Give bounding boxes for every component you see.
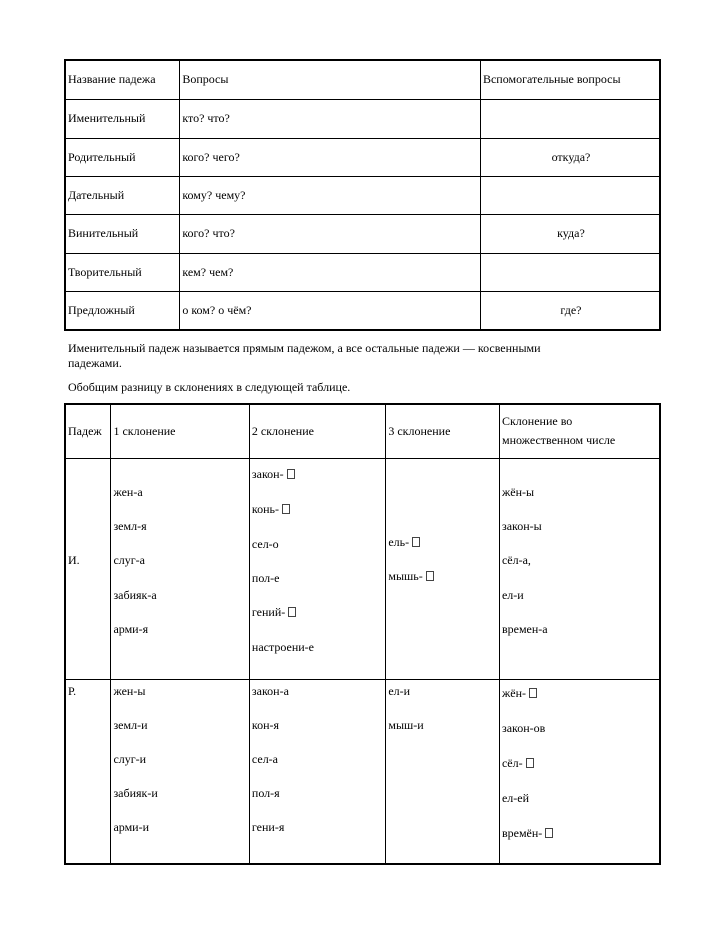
case-aux: откуда?: [480, 138, 660, 176]
word-form: слуг-и: [113, 751, 147, 766]
missing-glyph-icon: [529, 688, 537, 698]
cases-row: [65, 176, 660, 214]
word-form: закон-а: [251, 683, 289, 698]
word-form: мыш-и: [388, 717, 424, 732]
case-aux: [480, 176, 660, 214]
word-form: времён-: [501, 825, 543, 840]
case-name: Дательный: [65, 176, 180, 214]
case-aux: где?: [480, 291, 660, 330]
missing-glyph-icon: [288, 607, 296, 617]
declension-row-nominative: [65, 458, 660, 679]
missing-glyph-icon: [282, 504, 290, 514]
word-form-row: [388, 569, 433, 584]
header-case-name: Название падежа: [65, 60, 180, 99]
case-questions: кого? что?: [180, 214, 481, 253]
header-declension-1: 1 склонение: [111, 404, 249, 458]
header-declension-3: 3 склонение: [386, 404, 500, 458]
plural-cell: [499, 458, 660, 679]
word-form: пол-я: [251, 785, 280, 800]
missing-glyph-icon: [412, 537, 420, 547]
case-label: [65, 679, 111, 864]
word-form-row: [502, 756, 534, 771]
word-form: земл-я: [113, 518, 147, 533]
case-name: Творительный: [65, 253, 180, 291]
word-form: жён-: [501, 685, 527, 700]
missing-glyph-icon: [426, 571, 434, 581]
header-case: Падеж: [65, 404, 111, 458]
word-form: конь-: [251, 501, 280, 516]
word-form: закон-ов: [501, 720, 546, 735]
paragraph-direct-case: [68, 341, 648, 371]
declension-1-cell: [111, 679, 249, 864]
case-label: [65, 458, 111, 679]
word-form: времен-а: [501, 621, 548, 636]
cases-header-row: [65, 60, 660, 99]
word-form: жен-а: [113, 484, 143, 499]
word-form: настроени-е: [251, 639, 314, 654]
case-aux: [480, 99, 660, 138]
cases-row: [65, 214, 660, 253]
word-form-row: [252, 467, 295, 482]
case-questions: о ком? о чём?: [180, 291, 481, 330]
cases-table: [64, 59, 661, 331]
word-form-row: [502, 826, 553, 841]
case-aux: куда?: [480, 214, 660, 253]
word-form-row: [502, 686, 537, 701]
missing-glyph-icon: [287, 469, 295, 479]
declension-row-genitive: [65, 679, 660, 864]
word-form: земл-и: [113, 717, 148, 732]
declension-header-row: [65, 404, 660, 458]
word-form: слуг-а: [113, 552, 145, 567]
paragraph-summary: Обобщим разницу в склонениях в следующей таблице.: [68, 380, 351, 394]
declension-3-cell: [386, 679, 500, 864]
plural-cell: [499, 679, 660, 864]
case-name: Родительный: [65, 138, 180, 176]
declension-2-cell: [249, 458, 385, 679]
header-plural-line: множественном числе: [501, 433, 616, 448]
case-abbr: Р.: [68, 683, 77, 698]
word-form-row: [388, 535, 420, 550]
header-aux-questions: Вспомогательные вопросы: [480, 60, 660, 99]
case-aux: [480, 253, 660, 291]
word-form-row: [252, 502, 290, 517]
header-declension-2: 2 склонение: [249, 404, 385, 458]
cases-row: [65, 138, 660, 176]
declension-1-cell: [111, 458, 249, 679]
cases-row: [65, 253, 660, 291]
word-form: жен-ы: [113, 683, 146, 698]
header-plural: [499, 404, 660, 458]
case-questions: кого? чего?: [180, 138, 481, 176]
word-form: гений-: [251, 604, 286, 619]
word-form: кон-я: [251, 717, 280, 732]
case-questions: кому? чему?: [180, 176, 481, 214]
word-form: жён-ы: [501, 484, 535, 499]
word-form: пол-е: [251, 570, 280, 585]
word-form-row: [252, 605, 296, 620]
paragraph-line: Именительный падеж называется прямым падежом, а все остальные падежи — косвенными: [68, 341, 541, 355]
word-form: закон-: [251, 466, 284, 481]
declension-table: [64, 403, 661, 865]
word-form: забияк-а: [113, 587, 157, 602]
case-name: Именительный: [65, 99, 180, 138]
header-questions: Вопросы: [180, 60, 481, 99]
word-form: ель-: [388, 534, 410, 549]
case-questions: кем? чем?: [180, 253, 481, 291]
word-form: мышь-: [388, 568, 423, 583]
cases-row: [65, 291, 660, 330]
missing-glyph-icon: [545, 828, 553, 838]
case-questions: кто? что?: [180, 99, 481, 138]
missing-glyph-icon: [526, 758, 534, 768]
case-abbr: И.: [68, 552, 80, 567]
word-form: закон-ы: [501, 518, 542, 533]
case-name: Винительный: [65, 214, 180, 253]
word-form: ел-и: [388, 683, 411, 698]
paragraph-line: падежами.: [68, 356, 122, 370]
word-form: гени-я: [251, 819, 285, 834]
case-name: Предложный: [65, 291, 180, 330]
word-form: сёл-а,: [501, 552, 531, 567]
word-form: сел-а: [251, 751, 278, 766]
cases-row: [65, 99, 660, 138]
declension-3-cell: [386, 458, 500, 679]
word-form: арми-я: [113, 621, 149, 636]
word-form: сел-о: [251, 536, 279, 551]
word-form: сёл-: [501, 755, 523, 770]
word-form: забияк-и: [113, 785, 158, 800]
declension-2-cell: [249, 679, 385, 864]
word-form: ел-и: [501, 587, 524, 602]
header-plural-line: Склонение во: [501, 414, 573, 429]
word-form: ел-ей: [501, 790, 530, 805]
word-form: арми-и: [113, 819, 150, 834]
